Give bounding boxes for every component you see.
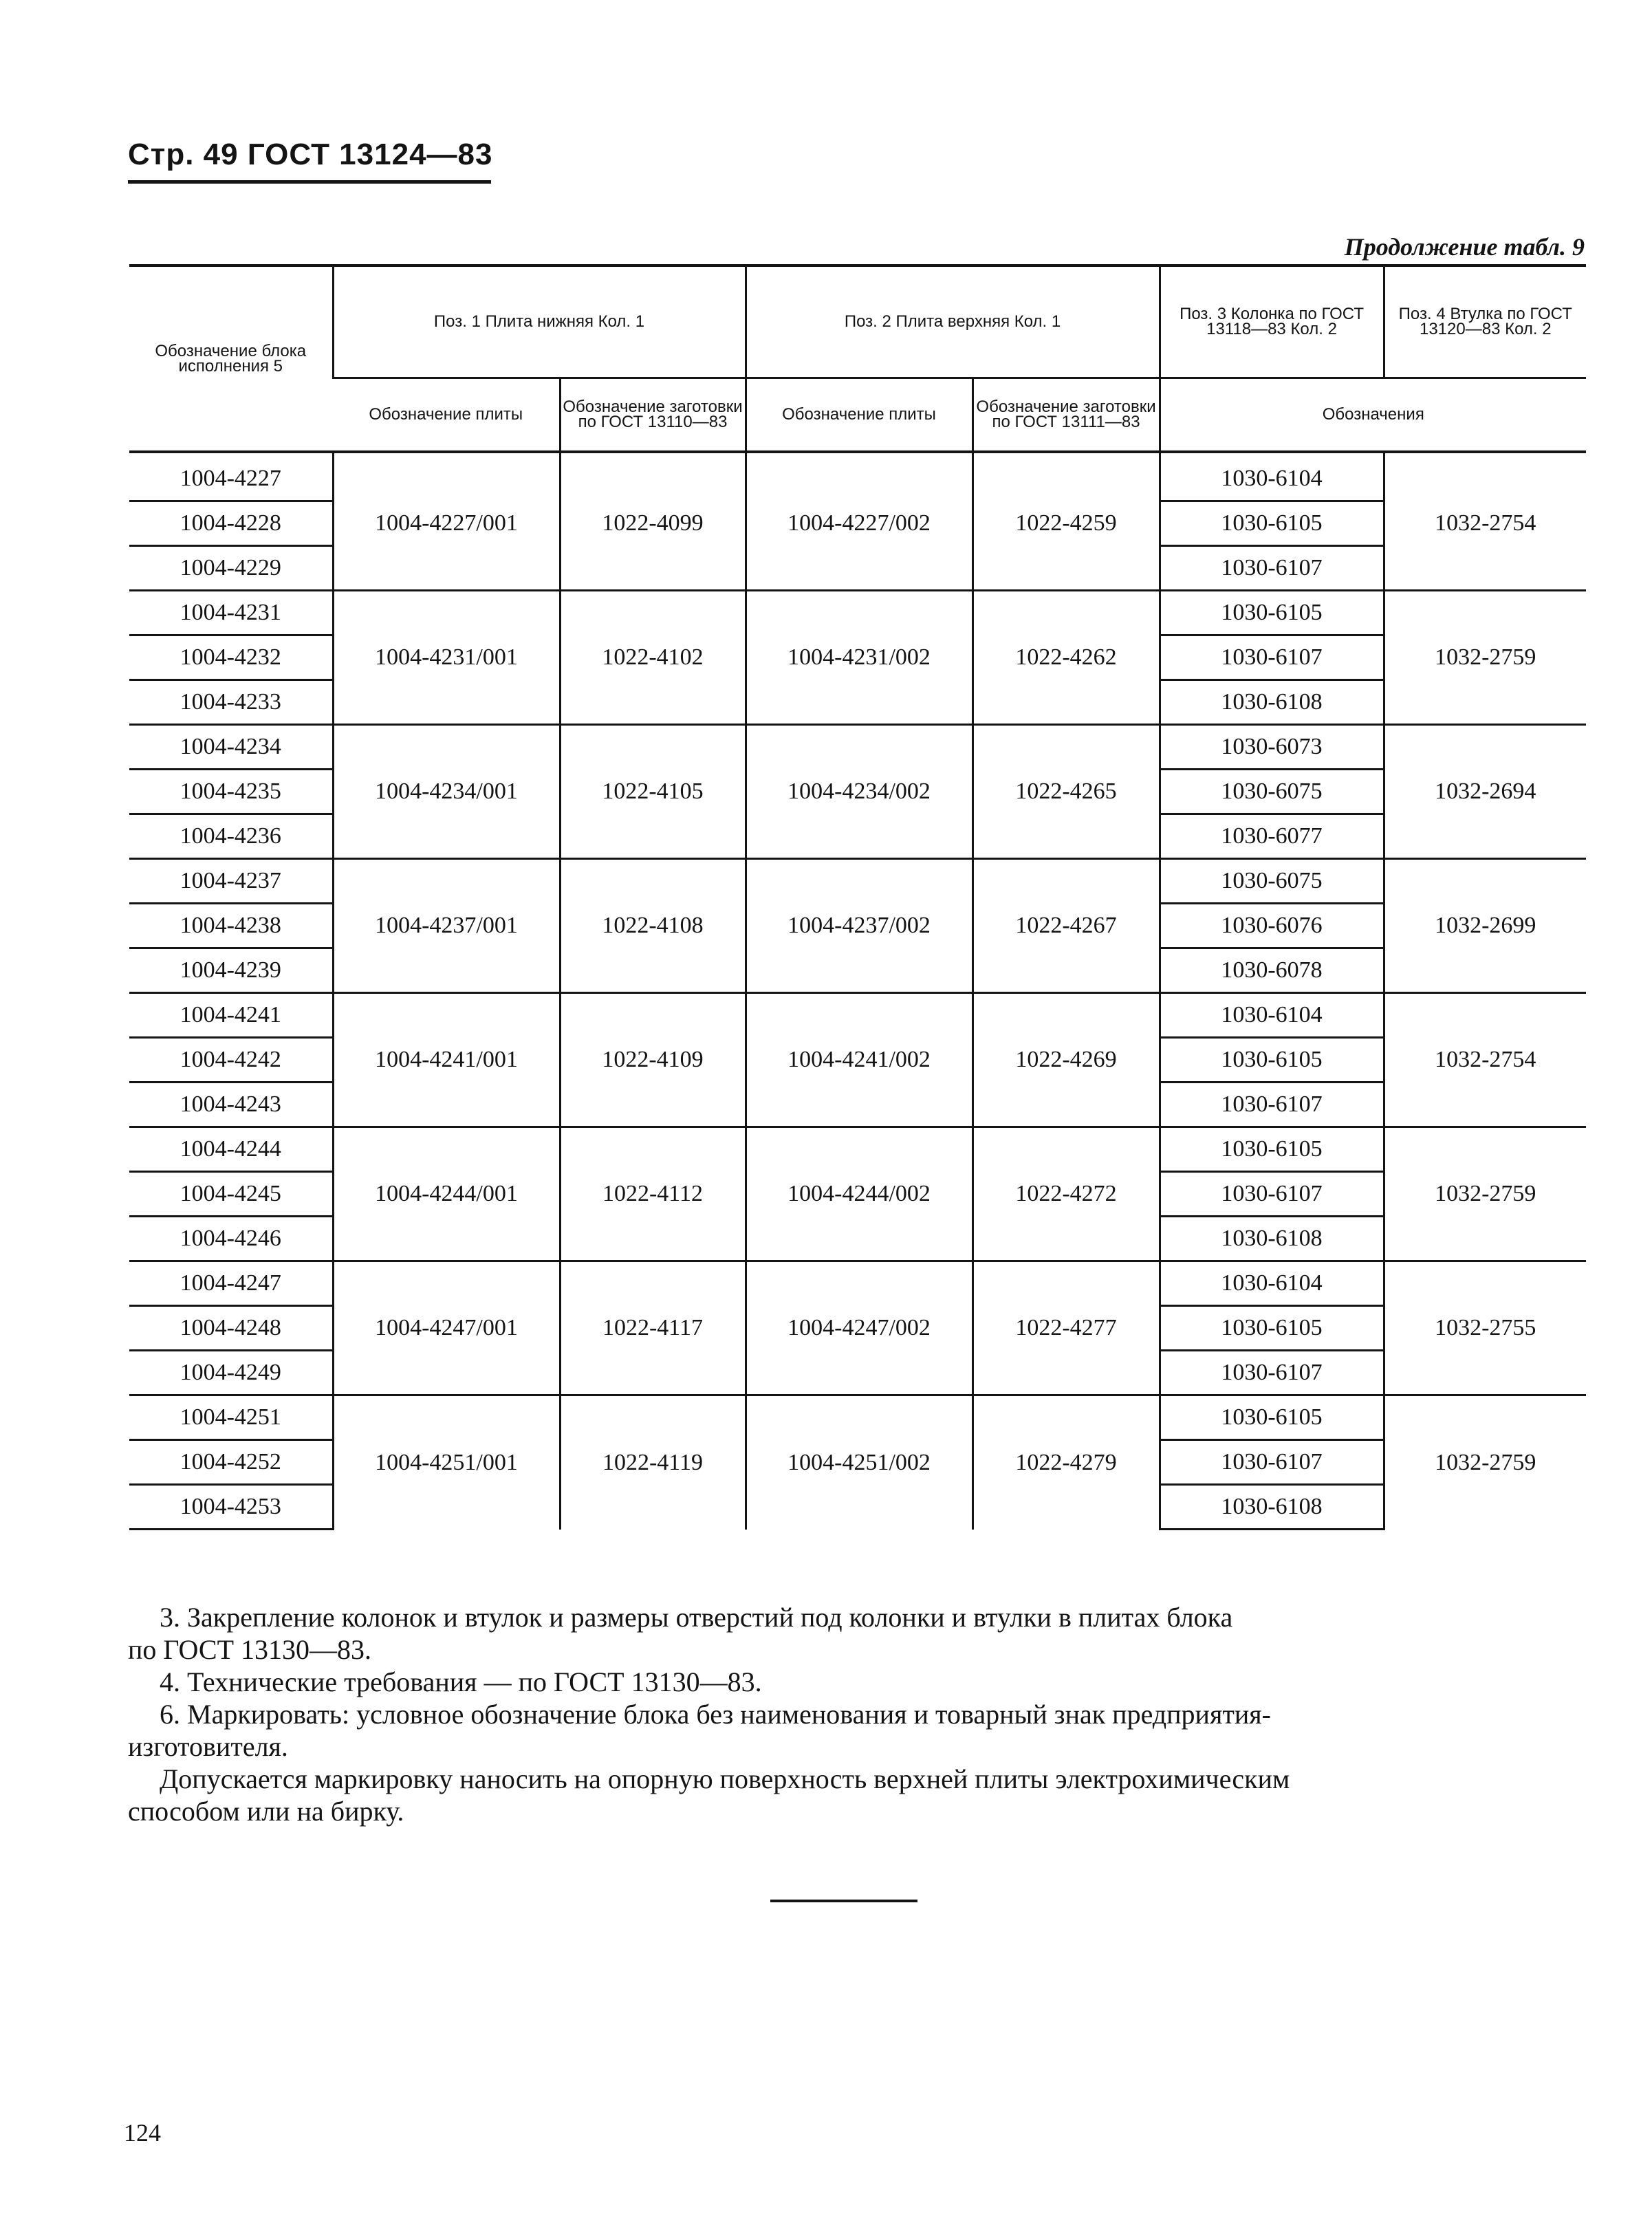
block-designation-cell: 1004-4251 <box>129 1395 333 1440</box>
upper-blank-cell: 1022-4269 <box>972 993 1160 1127</box>
column-designation-cell: 1030-6107 <box>1160 635 1384 680</box>
block-designation-cell: 1004-4235 <box>129 770 333 814</box>
column-designation-cell: 1030-6076 <box>1160 904 1384 948</box>
block-designation-cell: 1004-4242 <box>129 1038 333 1083</box>
upper-plate-cell: 1004-4231/002 <box>746 591 972 725</box>
upper-blank-cell: 1022-4272 <box>972 1127 1160 1261</box>
column-designation-cell: 1030-6108 <box>1160 1485 1384 1530</box>
lower-plate-cell: 1004-4244/001 <box>333 1127 560 1261</box>
sleeve-designation-cell: 1032-2694 <box>1384 725 1586 859</box>
column-designation-cell: 1030-6104 <box>1160 1261 1384 1306</box>
note-7: Допускается маркировку наносить на опорную поверхность верхней плиты электрохимическим <box>160 1763 1290 1794</box>
header-plate2: Обозначение плиты <box>746 378 972 453</box>
column-designation-cell: 1030-6075 <box>1160 859 1384 904</box>
table-continuation-label: Продолжение табл. 9 <box>1344 233 1585 261</box>
upper-plate-cell: 1004-4241/002 <box>746 993 972 1127</box>
header-pos3: Поз. 3 Колонка по ГОСТ 13118—83 Кол. 2 <box>1160 265 1384 378</box>
column-designation-cell: 1030-6105 <box>1160 591 1384 635</box>
block-designation-cell: 1004-4245 <box>129 1172 333 1217</box>
block-designation-cell: 1004-4241 <box>129 993 333 1038</box>
sleeve-designation-cell: 1032-2754 <box>1384 452 1586 591</box>
block-designation-cell: 1004-4228 <box>129 501 333 546</box>
header-pos2: Поз. 2 Плита верхняя Кол. 1 <box>746 265 1160 378</box>
column-designation-cell: 1030-6078 <box>1160 948 1384 993</box>
column-designation-cell: 1030-6105 <box>1160 1127 1384 1172</box>
column-designation-cell: 1030-6108 <box>1160 1217 1384 1261</box>
block-designation-cell: 1004-4252 <box>129 1440 333 1485</box>
lower-plate-cell: 1004-4234/001 <box>333 725 560 859</box>
lower-blank-cell: 1022-4108 <box>560 859 746 993</box>
lower-blank-cell: 1022-4112 <box>560 1127 746 1261</box>
block-designation-cell: 1004-4253 <box>129 1485 333 1530</box>
header-blank1: Обозначение заготовки по ГОСТ 13110—83 <box>560 378 746 453</box>
column-designation-cell: 1030-6073 <box>1160 725 1384 770</box>
lower-blank-cell: 1022-4099 <box>560 452 746 591</box>
block-designation-cell: 1004-4236 <box>129 814 333 859</box>
sleeve-designation-cell: 1032-2755 <box>1384 1261 1586 1395</box>
block-designation-cell: 1004-4248 <box>129 1306 333 1351</box>
page-number: 124 <box>124 2119 161 2146</box>
upper-plate-cell: 1004-4247/002 <box>746 1261 972 1395</box>
upper-plate-cell: 1004-4237/002 <box>746 859 972 993</box>
header-block-designation: Обозначение блока исполнения 5 <box>129 265 333 452</box>
table-row <box>129 725 1586 770</box>
end-divider <box>770 1900 917 1902</box>
sleeve-designation-cell: 1032-2754 <box>1384 993 1586 1127</box>
column-designation-cell: 1030-6107 <box>1160 1440 1384 1485</box>
column-designation-cell: 1030-6075 <box>1160 770 1384 814</box>
sleeve-designation-cell: 1032-2759 <box>1384 591 1586 725</box>
lower-plate-cell: 1004-4237/001 <box>333 859 560 993</box>
column-designation-cell: 1030-6105 <box>1160 1395 1384 1440</box>
table-body <box>129 452 1586 1530</box>
lower-blank-cell: 1022-4119 <box>560 1395 746 1530</box>
upper-blank-cell: 1022-4267 <box>972 859 1160 993</box>
lower-plate-cell: 1004-4251/001 <box>333 1395 560 1530</box>
header-plate1: Обозначение плиты <box>333 378 560 453</box>
block-designation-cell: 1004-4247 <box>129 1261 333 1306</box>
lower-blank-cell: 1022-4105 <box>560 725 746 859</box>
column-designation-cell: 1030-6104 <box>1160 993 1384 1038</box>
column-designation-cell: 1030-6105 <box>1160 501 1384 546</box>
block-designation-cell: 1004-4243 <box>129 1083 333 1127</box>
data-table <box>129 264 1586 1530</box>
note-3: 3. Закрепление колонок и втулок и размеры отверстий под колонки и втулки в плитах блока <box>160 1602 1233 1633</box>
lower-plate-cell: 1004-4241/001 <box>333 993 560 1127</box>
header-designations: Обозначения <box>1160 378 1586 453</box>
block-designation-cell: 1004-4229 <box>129 546 333 591</box>
upper-plate-cell: 1004-4227/002 <box>746 452 972 591</box>
lower-plate-cell: 1004-4231/001 <box>333 591 560 725</box>
column-designation-cell: 1030-6107 <box>1160 1083 1384 1127</box>
sleeve-designation-cell: 1032-2759 <box>1384 1395 1586 1530</box>
upper-blank-cell: 1022-4262 <box>972 591 1160 725</box>
note-3-continuation: по ГОСТ 13130—83. <box>128 1634 372 1665</box>
column-designation-cell: 1030-6107 <box>1160 546 1384 591</box>
column-designation-cell: 1030-6107 <box>1160 1172 1384 1217</box>
upper-plate-cell: 1004-4244/002 <box>746 1127 972 1261</box>
column-designation-cell: 1030-6104 <box>1160 452 1384 501</box>
column-designation-cell: 1030-6105 <box>1160 1306 1384 1351</box>
block-designation-cell: 1004-4231 <box>129 591 333 635</box>
upper-blank-cell: 1022-4259 <box>972 452 1160 591</box>
block-designation-cell: 1004-4238 <box>129 904 333 948</box>
table-row <box>129 1261 1586 1306</box>
header-pos1: Поз. 1 Плита нижняя Кол. 1 <box>333 265 746 378</box>
block-designation-cell: 1004-4244 <box>129 1127 333 1172</box>
page-header: Стр. 49 ГОСТ 13124—83 <box>128 138 493 171</box>
header-pos4: Поз. 4 Втулка по ГОСТ 13120—83 Кол. 2 <box>1384 265 1586 378</box>
column-designation-cell: 1030-6105 <box>1160 1038 1384 1083</box>
note-4: 4. Технические требования — по ГОСТ 13130—83. <box>160 1666 762 1697</box>
upper-blank-cell: 1022-4277 <box>972 1261 1160 1395</box>
column-designation-cell: 1030-6077 <box>1160 814 1384 859</box>
sleeve-designation-cell: 1032-2759 <box>1384 1127 1586 1261</box>
data-table-wrapper <box>129 264 1586 1530</box>
sleeve-designation-cell: 1032-2699 <box>1384 859 1586 993</box>
block-designation-cell: 1004-4227 <box>129 452 333 501</box>
header-underline <box>128 180 491 184</box>
lower-blank-cell: 1022-4117 <box>560 1261 746 1395</box>
upper-blank-cell: 1022-4279 <box>972 1395 1160 1530</box>
table-row <box>129 452 1586 501</box>
lower-plate-cell: 1004-4247/001 <box>333 1261 560 1395</box>
block-designation-cell: 1004-4239 <box>129 948 333 993</box>
block-designation-cell: 1004-4232 <box>129 635 333 680</box>
upper-blank-cell: 1022-4265 <box>972 725 1160 859</box>
lower-blank-cell: 1022-4102 <box>560 591 746 725</box>
block-designation-cell: 1004-4234 <box>129 725 333 770</box>
header-blank2: Обозначение заготовки по ГОСТ 13111—83 <box>972 378 1160 453</box>
upper-plate-cell: 1004-4251/002 <box>746 1395 972 1530</box>
lower-plate-cell: 1004-4227/001 <box>333 452 560 591</box>
block-designation-cell: 1004-4233 <box>129 680 333 725</box>
table-row <box>129 591 1586 635</box>
table-row <box>129 1395 1586 1440</box>
block-designation-cell: 1004-4237 <box>129 859 333 904</box>
table-row <box>129 859 1586 904</box>
notes <box>128 1601 1587 1827</box>
block-designation-cell: 1004-4249 <box>129 1351 333 1395</box>
upper-plate-cell: 1004-4234/002 <box>746 725 972 859</box>
note-7-continuation: способом или на бирку. <box>128 1796 404 1827</box>
table-row <box>129 993 1586 1038</box>
column-designation-cell: 1030-6108 <box>1160 680 1384 725</box>
note-6-continuation: изготовителя. <box>128 1731 288 1762</box>
block-designation-cell: 1004-4246 <box>129 1217 333 1261</box>
column-designation-cell: 1030-6107 <box>1160 1351 1384 1395</box>
table-row <box>129 1127 1586 1172</box>
note-6: 6. Маркировать: условное обозначение блока без наименования и товарный знак предприятия- <box>160 1699 1271 1730</box>
lower-blank-cell: 1022-4109 <box>560 993 746 1127</box>
